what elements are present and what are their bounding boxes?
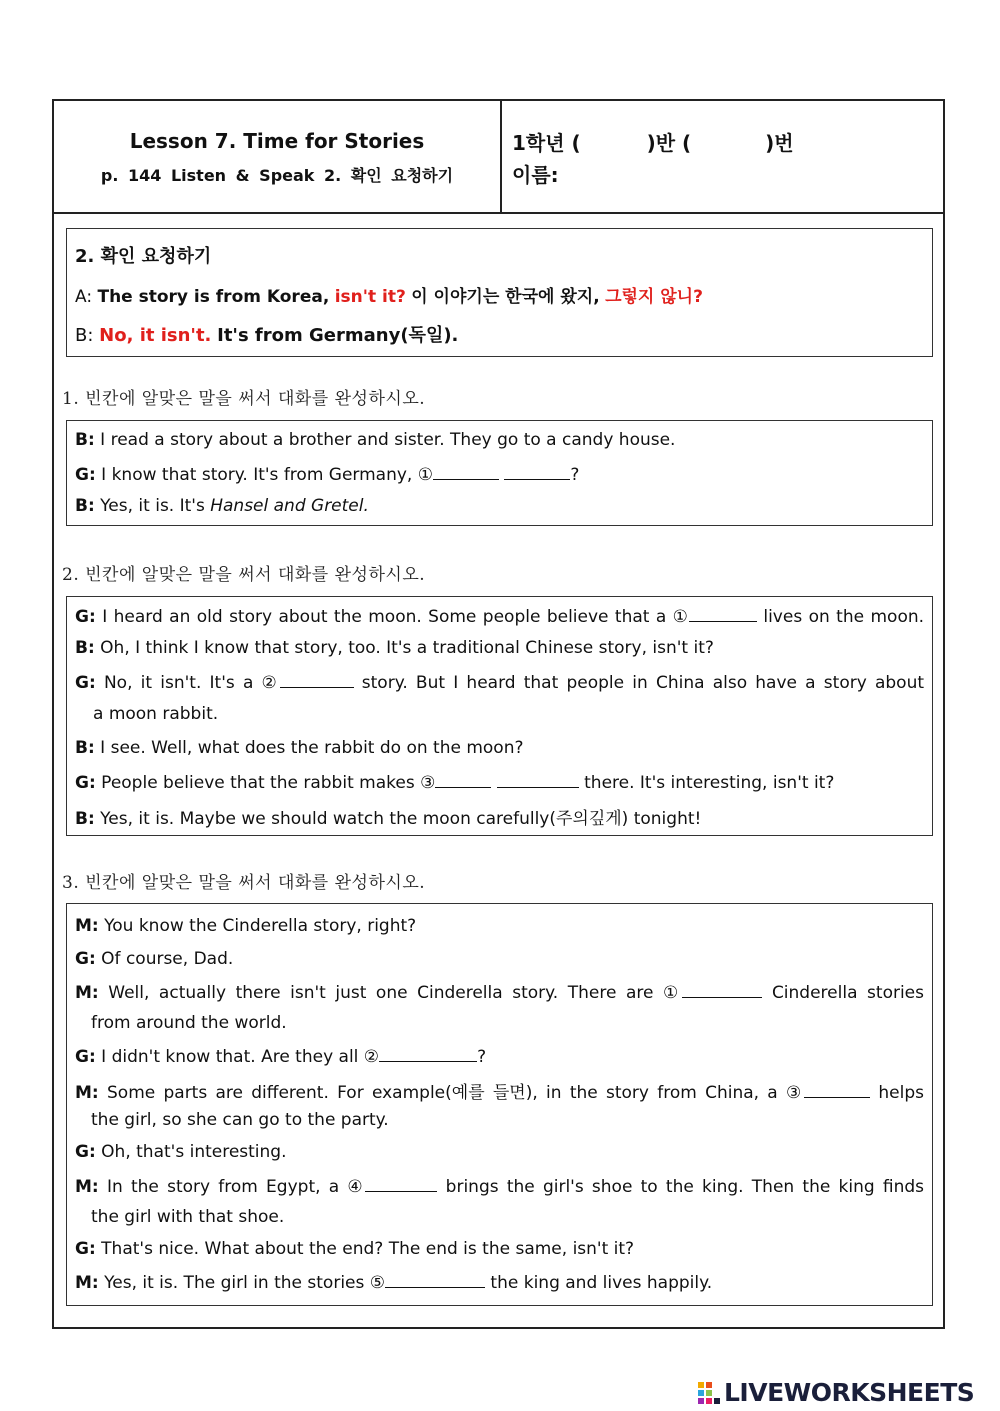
speaker-label: G: <box>75 673 96 693</box>
dialogue-line-continued: a moon rabbit. <box>93 704 219 724</box>
intro-a-korean: 이 이야기는 한국에 왔지, <box>411 287 600 307</box>
logo-cubes-icon <box>698 1382 720 1404</box>
speaker-label: B: <box>75 738 95 758</box>
question-2-prompt: 2. 빈칸에 알맞은 말을 써서 대화를 완성하시오. <box>62 565 426 585</box>
dialogue-line <box>75 771 924 793</box>
dialogue-line <box>75 738 924 758</box>
lesson-subtitle: p. 144 Listen & Speak 2. 확인 요청하기 <box>100 166 454 185</box>
answer-blank[interactable] <box>379 1045 477 1062</box>
dialogue-text: Yes, it is. The girl in the stories ⑤ <box>104 1273 386 1293</box>
answer-blank[interactable] <box>804 1081 870 1098</box>
question-3-prompt: 3. 빈칸에 알맞은 말을 써서 대화를 완성하시오. <box>62 873 426 893</box>
dialogue-line <box>75 981 924 1003</box>
question-1-box <box>66 420 933 526</box>
dialogue-line <box>75 671 924 693</box>
dialogue-line <box>75 1045 924 1067</box>
speaker-label: G: <box>75 949 96 969</box>
intro-a-korean-red: 그렇지 않니? <box>605 287 703 307</box>
question-1-prompt: 1. 빈칸에 알맞은 말을 써서 대화를 완성하시오. <box>62 389 426 409</box>
dialogue-text: People believe that the rabbit makes ③ <box>101 773 436 793</box>
dialogue-text-after: helps <box>878 1083 925 1103</box>
intro-heading: 2. 확인 요청하기 <box>75 246 212 267</box>
logo-text: LIVEWORKSHEETS <box>724 1378 975 1407</box>
dialogue-line-continued: from around the world. <box>91 1013 287 1033</box>
dialogue-text: Yes, it is. It's <box>100 496 205 516</box>
dialogue-text: I didn't know that. Are they all ② <box>101 1047 380 1067</box>
dialogue-line <box>75 430 924 450</box>
liveworksheets-logo <box>698 1378 974 1407</box>
dialogue-text: In the story from Egypt, a ④ <box>106 1177 366 1197</box>
dialogue-text-after: brings the girl's shoe to the king. Then the king finds <box>445 1177 925 1197</box>
speaker-label: M: <box>75 916 99 936</box>
speaker-label: G: <box>75 773 96 793</box>
dialogue-line <box>75 1239 924 1259</box>
dialogue-line <box>75 804 924 829</box>
dialogue-text: Oh, that's interesting. <box>101 1142 287 1162</box>
name-row[interactable] <box>512 159 794 191</box>
dialogue-text: Of course, Dad. <box>101 949 234 969</box>
speaker-label: B: <box>75 325 94 346</box>
speaker-label: M: <box>75 1083 99 1103</box>
speaker-label: G: <box>75 1142 96 1162</box>
speaker-label: G: <box>75 1239 96 1259</box>
dialogue-line-continued: the girl, so she can go to the party. <box>91 1110 389 1130</box>
intro-b-text: It's from Germany(독일). <box>217 325 459 346</box>
dialogue-text: I heard an old story about the moon. Some people believe that a ① <box>102 607 689 627</box>
header-left <box>54 101 500 212</box>
header-divider <box>500 101 502 212</box>
dialogue-text-after: lives on the moon. <box>763 607 925 627</box>
story-title: Hansel and Gretel. <box>210 496 369 516</box>
dialogue-line <box>75 463 924 485</box>
speaker-label: M: <box>75 1177 99 1197</box>
dialogue-text: I see. Well, what does the rabbit do on the moon? <box>100 738 524 758</box>
dialogue-line-continued: the girl with that shoe. <box>91 1207 285 1227</box>
dialogue-text: Well, actually there isn't just one Cinderella story. There are ① <box>108 983 683 1003</box>
answer-blank[interactable] <box>433 463 499 480</box>
dialogue-text-after: there. It's interesting, isn't it? <box>584 773 835 793</box>
dialogue-text: Oh, I think I know that story, too. It's a traditional Chinese story, isn't it? <box>100 638 714 658</box>
speaker-label: B: <box>75 496 95 516</box>
number-label: )번 <box>765 131 794 155</box>
answer-blank[interactable] <box>365 1175 437 1192</box>
dialogue-line <box>75 949 924 969</box>
dialogue-text: No, it isn't. It's a ② <box>103 673 280 693</box>
intro-a-tag: isn't it? <box>334 287 406 307</box>
answer-blank[interactable] <box>689 605 757 622</box>
answer-blank[interactable] <box>280 671 354 688</box>
class-label: )반 ( <box>646 131 692 155</box>
dialogue-text-after: ? <box>570 465 580 485</box>
dialogue-text: Some parts are different. For example(예를 들면), in the story from China, a ③ <box>107 1083 805 1103</box>
intro-line-b <box>75 321 924 347</box>
answer-blank[interactable] <box>435 771 491 788</box>
question-2-box <box>66 596 933 836</box>
speaker-label: B: <box>75 638 95 658</box>
lesson-title: Lesson 7. Time for Stories <box>129 129 425 153</box>
worksheet-header <box>54 101 943 214</box>
answer-blank[interactable] <box>385 1271 485 1288</box>
dialogue-text: I read a story about a brother and sister. They go to a candy house. <box>100 430 676 450</box>
intro-line-a <box>75 282 924 307</box>
dialogue-line <box>75 1271 924 1293</box>
dialogue-text-after: the king and lives happily. <box>490 1273 713 1293</box>
speaker-label: M: <box>75 1273 99 1293</box>
dialogue-line <box>75 1175 924 1197</box>
dialogue-text: Yes, it is. Maybe we should watch the moon carefully(주의깊게) tonight! <box>100 809 702 829</box>
dialogue-text-after: story. But I heard that people in China also have a story about <box>361 673 925 693</box>
grade-label: 1학년 ( <box>512 131 581 155</box>
answer-blank[interactable] <box>504 463 570 480</box>
speaker-label: M: <box>75 983 99 1003</box>
dialogue-text: That's nice. What about the end? The end is the same, isn't it? <box>101 1239 635 1259</box>
dialogue-line <box>75 638 924 658</box>
dialogue-line <box>75 1078 924 1103</box>
intro-box <box>66 228 933 357</box>
dialogue-text: You know the Cinderella story, right? <box>104 916 417 936</box>
speaker-label: G: <box>75 465 96 485</box>
dialogue-text-after: ? <box>477 1047 487 1067</box>
speaker-label: A: <box>75 287 93 307</box>
question-3-box <box>66 903 933 1306</box>
speaker-label: B: <box>75 430 95 450</box>
dialogue-line <box>75 605 924 627</box>
answer-blank[interactable] <box>497 771 579 788</box>
student-info <box>512 127 794 191</box>
intro-b-red: No, it isn't. <box>99 325 212 346</box>
speaker-label: G: <box>75 607 96 627</box>
name-label: 이름: <box>512 163 559 187</box>
dialogue-text-after: Cinderella stories <box>771 983 924 1003</box>
speaker-label: B: <box>75 809 95 829</box>
dialogue-line <box>75 496 924 516</box>
dialogue-line <box>75 916 924 936</box>
speaker-label: G: <box>75 1047 96 1067</box>
dialogue-text: I know that story. It's from Germany, ① <box>101 465 433 485</box>
intro-a-text: The story is from Korea, <box>97 287 330 307</box>
answer-blank[interactable] <box>682 981 762 998</box>
dialogue-line <box>75 1142 924 1162</box>
